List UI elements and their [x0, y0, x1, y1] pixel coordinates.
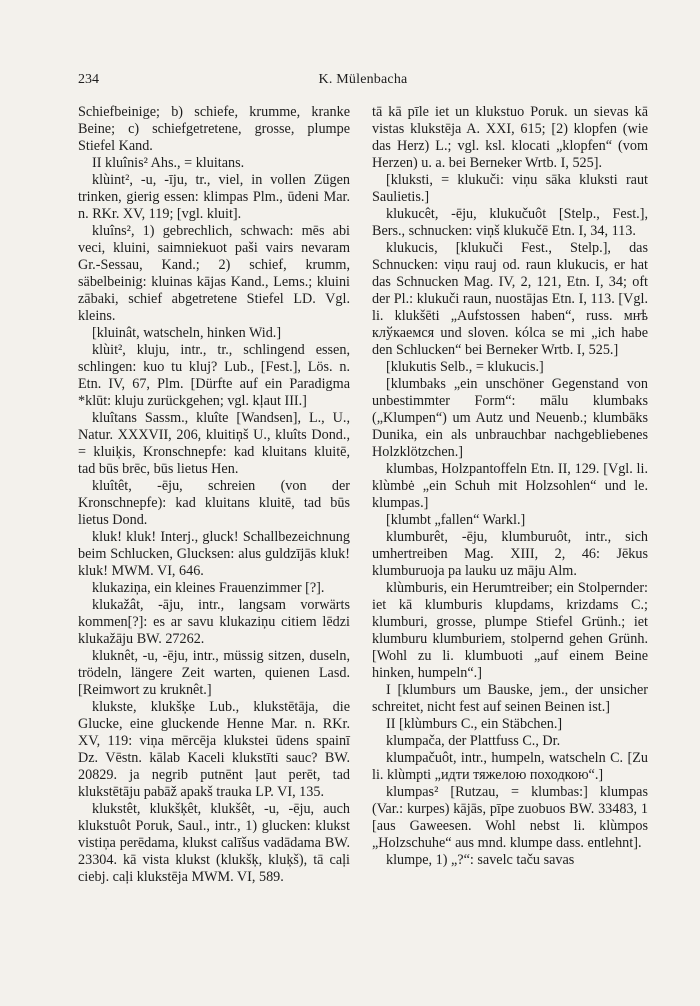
dictionary-entry: klumpas² [Rutzau, = klumbas:] klumpas (Var.: kurpes) kājās, pīpe zuobuos BW. 33483, 1 [aus Gaweesen. Wohl nebst li. klùmpos „Holzschuhe“ aus mnd. klumpe dass. entlehnt]. — [372, 784, 648, 851]
dictionary-entry: klumpe, 1) „?“: savelc taču savas — [386, 852, 575, 868]
dictionary-entry: klùit², kluju, intr., tr., schlingend essen, schlingen: kuo tu kluj? Lub., [Fest.], Lös. n. Etn. IV, 67, Plm. [Dürfte auf ein Paradigma *klūt: kluju zurückgehen; vgl. kļaut III.] — [78, 342, 350, 409]
dictionary-entry: [kluinât, watscheln, hinken Wid.] — [92, 325, 282, 341]
dictionary-entry: kluk! kluk! Interj., gluck! Schallbezeichnung beim Schlucken, Glucksen: alus guldzījās kluk! kluk! MWM. VI, 646. — [78, 529, 350, 579]
left-column — [78, 104, 350, 886]
dictionary-entry: Schiefbeinige; b) schiefe, krumme, kranke Beine; c) schiefgetretene, grosse, plumpe Stiefel Kand. — [78, 104, 350, 154]
dictionary-entry: tā kā pīle iet un klukstuo Poruk. un sievas kā vistas klukstēja A. XXI, 615; [2) klopfen (wie das Herz) L.; vgl. ksl. klocati „klopfen“ (vom Herzen) u. a. bei Berneker Wrtb. I, 525]. — [372, 104, 648, 171]
dictionary-entry: I [klumburs um Bauske, jem., der unsicher schreitet, nicht fest auf seinen Beinen ist.] — [372, 682, 648, 715]
running-header — [78, 72, 648, 92]
dictionary-entry: kluknêt, -u, -ēju, intr., müssig sitzen, duseln, trödeln, längere Zeit warten, quienen Lasd. [Reimwort zu kruknêt.] — [78, 648, 350, 698]
dictionary-entry: klùint², -u, -īju, tr., viel, in vollen Zügen trinken, gierig essen: klimpas Plm., ūdeni Mar. n. RKr. XV, 119; [vgl. kluit]. — [78, 172, 350, 222]
dictionary-entry: [kluksti, = klukuči: viņu sāka kluksti raut Saulietis.] — [372, 172, 648, 205]
dictionary-entry: klukucis, [klukuči Fest., Stelp.], das Schnucken: viņu rauj od. raun klukucis, er hat das Schnucken Mag. IV, 2, 121, Etn. I, 34; oft der Pl.: klukuči raun, nuostājas Etn. I, 113. [Vgl. li. klukšēti „Aufstossen haben“, russ. мнѣ клўкаемся und sloven. kólca se mi „ich habe den Schlucken“ bei Berneker Wrtb. I, 525.] — [372, 240, 648, 358]
dictionary-entry: [klukutis Selb., = klukucis.] — [386, 359, 544, 375]
dictionary-entry: klukažât, -āju, intr., langsam vorwärts kommen[?]: es ar savu klukaziņu citiem lēdzi klukažāju BW. 27262. — [78, 597, 350, 647]
dictionary-entry: kluîns², 1) gebrechlich, schwach: mēs abi veci, kluini, saimniekuot paši vairs nevaram Gr.-Sessau, Kand.; 2) schief, krumm, säbelbeinig: kluinas kājas Kand., Lems.; kluini zābaki, schief abgetretene Stiefel LD. Vgl. kleins. — [78, 223, 350, 324]
dictionary-entry: [klumbaks „ein unschöner Gegenstand von unbestimmter Form“: mālu klumbaks („Klumpen“) um Autz und Neuenb.; klumbāks Dunika, ein als unbrauchbar nachgebliebenes Holzklötzchen.] — [372, 376, 648, 460]
dictionary-entry: klukaziņa, ein kleines Frauenzimmer [?]. — [92, 580, 325, 596]
dictionary-entry: klukucêt, -ēju, klukučuôt [Stelp., Fest.], Bers., schnucken: viņš klukučē Etn. I, 34, 113. — [372, 206, 648, 239]
page-number: 234 — [78, 72, 99, 87]
dictionary-entry: [klumbt „fallen“ Warkl.] — [386, 512, 526, 528]
dictionary-entry: klùmburis, ein Herumtreiber; ein Stolpernder: iet kā klumburis klupdams, krizdams C.; klumburi, grosse, plumpe Stiefel Grünh.; iet klumburu klumburiem, stolpernd gehen Grünh. [Wohl zu li. klumbuoti „auf einem Beine hinken, humpeln“.] — [372, 580, 648, 681]
dictionary-entry: klumpača, der Plattfuss C., Dr. — [386, 733, 561, 749]
dictionary-entry: II kluînis² Ahs., = kluitans. — [92, 155, 245, 171]
dictionary-entry: klumpačuôt, intr., humpeln, watscheln C. [Zu li. klùmpti „идти тяжелою походкою“.] — [372, 750, 648, 783]
dictionary-entry: klumbas, Holzpantoffeln Etn. II, 129. [Vgl. li. klùmbė „ein Schuh mit Holzsohlen“ und le. klumpas.] — [372, 461, 648, 511]
dictionary-entry: kluîtans Sassm., kluîte [Wandsen], L., U., Natur. XXXVII, 206, kluitiņš U., kluîts Dond., = kluiķis, Kronschnepfe: kad kluitans kluitē, tad būs brēc, būs lietus Hen. — [78, 410, 350, 477]
running-title: K. Mülenbacha — [318, 72, 408, 87]
dictionary-entry: kluîtêt, -ēju, schreien (von der Kronschnepfe): kad kluitans kluitē, tad būs lietus Dond. — [78, 478, 350, 528]
dictionary-entry: klukste, klukšķe Lub., klukstētāja, die Glucke, eine gluckende Henne Mar. n. RKr. XV, 119: viņa mērcēja klukstei ūdens spainī Dz. Vēstn. kālab Kaceli klukstīti sauc? BW. 20829. ja negrib putnēnt ļaut perēt, tad klukstētāju pabāž apakš trauka LP. VI, 135. — [78, 699, 350, 800]
dictionary-entry: klukstêt, klukšķêt, klukšêt, -u, -ēju, auch klukstuôt Poruk, Saul., intr., 1) glucken: klukst vistiņa perēdama, klukst calīšus vadādama BW. 23304. kā vista klukst (klukšķ, kluķš), tā caļi ciebj. caļi klukstēja MWM. VI, 589. — [78, 801, 350, 885]
dictionary-entry: II [klùmburs C., ein Stäbchen.] — [386, 716, 563, 732]
right-column — [372, 104, 648, 869]
dictionary-entry: klumburêt, -ēju, klumburuôt, intr., sich umhertreiben Mag. XIII, 2, 46: Jēkus klumburuoja pa lauku uz māju Alm. — [372, 529, 648, 579]
